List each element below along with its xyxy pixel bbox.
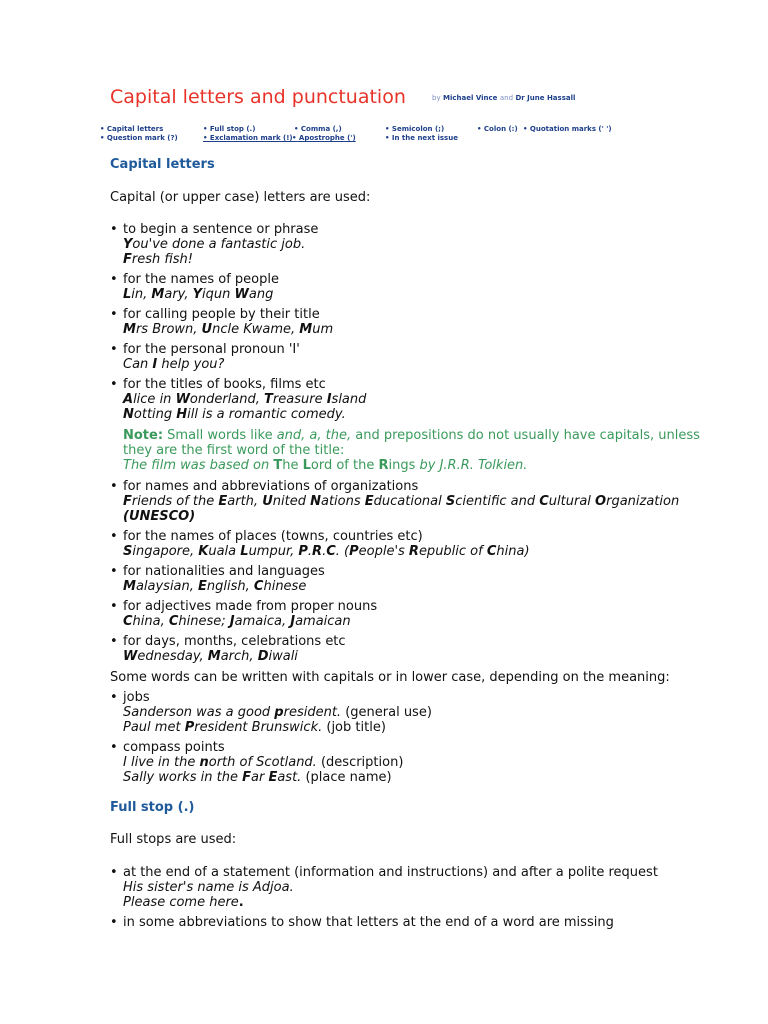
nav-full-stop[interactable]: • Full stop (.): [203, 125, 256, 133]
list-item: • for days, months, celebrations etc Wednesday, March, Diwali: [110, 634, 710, 664]
capitals-list-continued: [110, 479, 710, 664]
nav-next-issue[interactable]: • In the next issue: [385, 134, 458, 142]
list-item: • for the titles of books, films etc Alice in Wonderland, Treasure Island Notting Hill is a romantic comedy.: [110, 377, 710, 422]
note: Note: Small words like and, a, the, and prepositions do not usually have capitals, unless they are the first word of the title: The film was based on The Lord of the Rings by J.R.R. Tolkien.: [123, 428, 700, 473]
list-item: • for names and abbreviations of organizations Friends of the Earth, United Nations Educational Scientific and Cultural Organization (UNESCO): [110, 479, 710, 524]
nav-quotation-marks[interactable]: • Quotation marks (' '): [523, 125, 612, 133]
list-item: • for calling people by their title Mrs Brown, Uncle Kwame, Mum: [110, 307, 710, 337]
list-item: • at the end of a statement (information and instructions) and after a polite request His sister's name is Adjoa. Please come here.: [110, 865, 710, 910]
nav-capital-letters[interactable]: • Capital letters: [100, 125, 164, 133]
list-item: • to begin a sentence or phrase You've done a fantastic job. Fresh fish!: [110, 222, 710, 267]
list-item: • for the names of people Lin, Mary, Yiqun Wang: [110, 272, 710, 302]
author-link[interactable]: Dr June Hassall: [515, 94, 576, 102]
list-item: • for the personal pronoun 'I' Can I help you?: [110, 342, 710, 372]
fullstop-intro: Full stops are used:: [110, 832, 237, 847]
header: [110, 86, 575, 108]
fullstop-list: [110, 865, 710, 930]
article-body: [110, 156, 710, 935]
byline: by Michael Vince and Dr June Hassall: [432, 94, 576, 102]
list-item: • for adjectives made from proper nouns China, Chinese; Jamaica, Jamaican: [110, 599, 710, 629]
list-item: • for nationalities and languages Malaysian, English, Chinese: [110, 564, 710, 594]
list-item: • jobs Sanderson was a good president. (general use) Paul met President Brunswick. (job title): [110, 690, 710, 735]
capitals-intro: Capital (or upper case) letters are used:: [110, 190, 371, 205]
list-item: • compass points I live in the north of Scotland. (description) Sally works in the Far East. (place name): [110, 740, 710, 785]
page-title: Capital letters and punctuation: [110, 86, 406, 108]
nav-semicolon[interactable]: • Semicolon (;): [385, 125, 445, 133]
nav-question-mark[interactable]: • Question mark (?): [100, 134, 178, 142]
mixed-case-list: [110, 690, 710, 785]
capitals-list: [110, 222, 710, 422]
list-item: • in some abbreviations to show that letters at the end of a word are missing: [110, 915, 710, 930]
nav-comma[interactable]: • Comma (,): [294, 125, 342, 133]
nav-exclamation-mark[interactable]: • Exclamation mark (!): [203, 134, 293, 142]
nav-apostrophe[interactable]: • Apostrophe ('): [292, 134, 356, 142]
nav-colon[interactable]: • Colon (:): [477, 125, 518, 133]
section-heading-full-stop: Full stop (.): [110, 800, 195, 815]
author-link[interactable]: Michael Vince: [443, 94, 498, 102]
section-heading-capital-letters: Capital letters: [110, 157, 215, 172]
list-item: • for the names of places (towns, countries etc) Singapore, Kuala Lumpur, P.R.C. (People's Republic of China): [110, 529, 710, 559]
mixed-case-intro: Some words can be written with capitals or in lower case, depending on the meaning:: [110, 670, 670, 685]
